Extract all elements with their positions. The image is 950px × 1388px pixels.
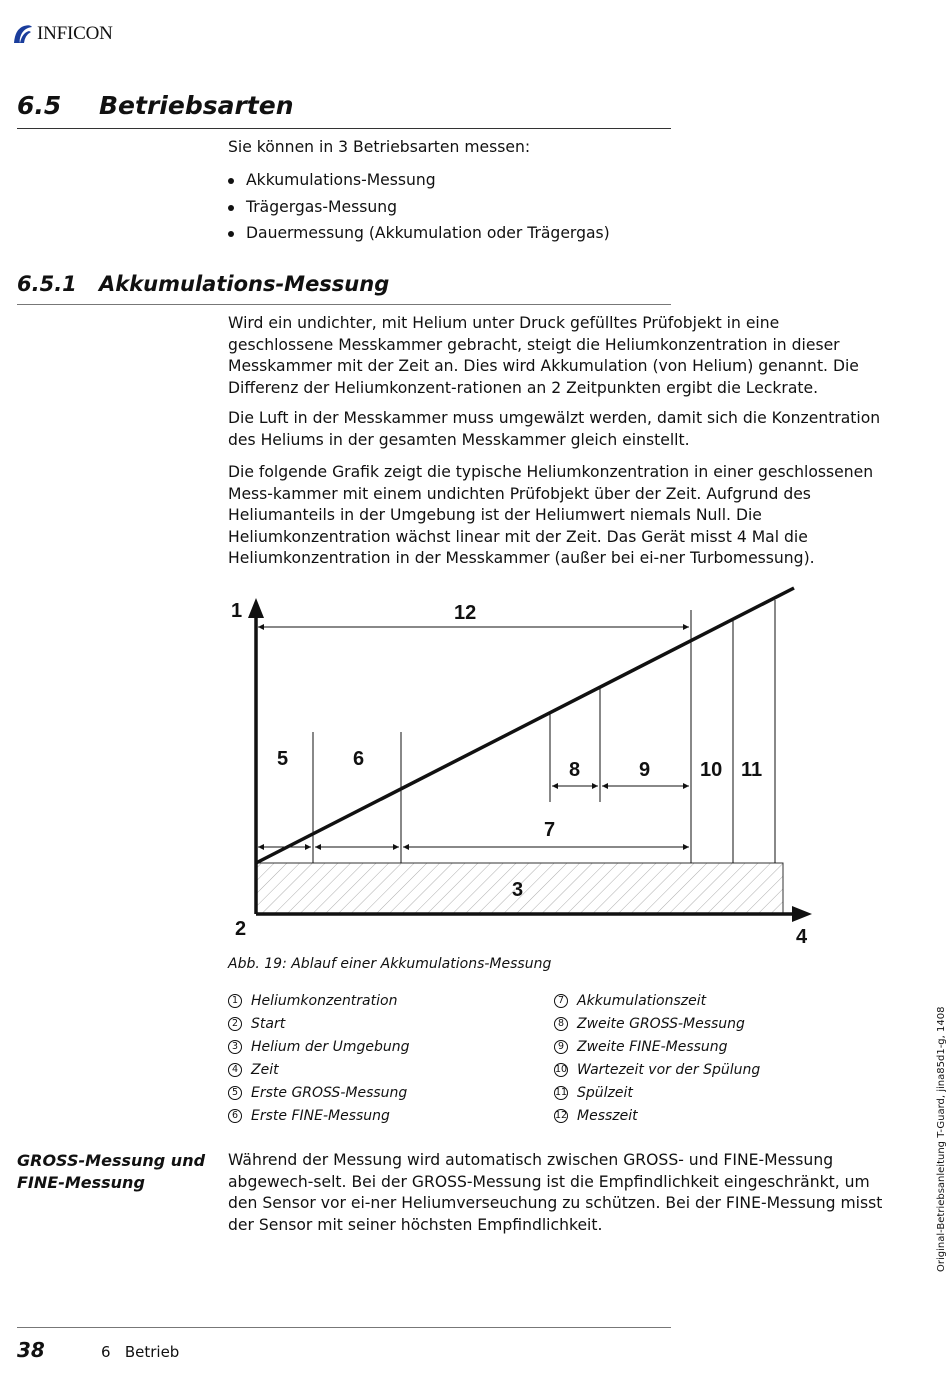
legend-item: 2 Start (228, 1012, 410, 1035)
page-number: 38 (17, 1338, 45, 1362)
label-10: 10 (700, 759, 723, 781)
side-heading: GROSS-Messung und FINE-Messung (17, 1151, 206, 1192)
label-2: 2 (235, 918, 247, 940)
subsection-title: Akkumulations-Messung (99, 272, 390, 296)
label-8: 8 (569, 759, 581, 781)
bullet-icon (228, 231, 234, 237)
label-7: 7 (544, 819, 556, 841)
legend-item: 5 Erste GROSS-Messung (228, 1081, 410, 1104)
x-axis-arrow-icon (792, 906, 812, 922)
mode-list (228, 169, 610, 249)
logo-text: INFICON (37, 23, 113, 44)
subsection-number: 6.5.1 (17, 272, 77, 296)
legend-number: 1 (228, 994, 242, 1008)
legend-item: 7 Akkumulationszeit (554, 989, 760, 1012)
legend-number: 7 (554, 994, 568, 1008)
legend-item: 4 Zeit (228, 1058, 410, 1081)
legend-number: 8 (554, 1017, 568, 1031)
label-11: 11 (741, 759, 763, 781)
section-title: Betriebsarten (99, 91, 294, 120)
label-3: 3 (512, 879, 524, 901)
document-reference: Original-Betriebsanleitung T-Guard, jina85d1-g, 1408 (936, 1006, 947, 1272)
label-9: 9 (639, 759, 651, 781)
legend-number: 9 (554, 1040, 568, 1054)
label-4: 4 (796, 926, 808, 948)
list-item: Dauermessung (Akkumulation oder Trägergas) (228, 222, 610, 249)
legend-item: 12 Messzeit (554, 1107, 638, 1124)
legend-item: 1 Heliumkonzentration (228, 989, 410, 1012)
bullet-icon (228, 205, 234, 211)
legend-number: 5 (228, 1086, 242, 1100)
legend-item: 3 Helium der Umgebung (228, 1035, 410, 1058)
y-axis-arrow-icon (248, 598, 264, 618)
legend-item: 10 Wartezeit vor der Spülung (554, 1061, 761, 1078)
label-5: 5 (277, 748, 289, 770)
legend-number: 2 (228, 1017, 242, 1031)
legend-number: 6 (228, 1109, 242, 1123)
legend-number: 3 (228, 1040, 242, 1054)
legend-number: 11 (554, 1087, 568, 1098)
paragraph: Die folgende Grafik zeigt die typische Heliumkonzentration in einer geschlossenen Mess-kammer mit einem undichten Prüfobjekt über der Zeit. Aufgrund des Heliumanteils in der Umgebung ist der Heliumwert niemals Null. Die Heliumkonzentration wächst linear mit der Zeit. Das Gerät misst 4 Mal die Heliumkonzentration in der Messkammer (außer bei ei-ner Turbomessung). (228, 463, 874, 567)
figure-caption: Abb. 19: Ablauf einer Akkumulations-Messung (228, 956, 552, 972)
inficon-logo-icon (12, 23, 34, 45)
intro-text: Sie können in 3 Betriebsarten messen: (228, 138, 531, 156)
label-12: 12 (454, 602, 477, 624)
label-1: 1 (231, 600, 243, 622)
list-item: Trägergas-Messung (228, 196, 610, 223)
legend-item: 9 Zweite FINE-Messung (554, 1035, 760, 1058)
helium-concentration-line (256, 588, 794, 863)
legend-item: 6 Erste FINE-Messung (228, 1104, 410, 1127)
legend-number: 4 (228, 1063, 242, 1077)
legend-number: 10 (554, 1064, 568, 1075)
chapter-label: 6 Betrieb (101, 1343, 180, 1361)
section-number: 6.5 (17, 91, 62, 120)
legend-left (228, 989, 410, 1127)
paragraph: Die Luft in der Messkammer muss umgewälzt werden, damit sich die Konzentration des Heliums in der gesamten Messkammer gleich einstellt. (228, 409, 881, 449)
accumulation-diagram (222, 584, 822, 954)
subsection-heading (17, 271, 671, 305)
legend-right (554, 989, 760, 1127)
paragraph: Wird ein undichter, mit Helium unter Druck gefülltes Prüfobjekt in eine geschlossene Messkammer gebracht, steigt die Heliumkonzentration in dieser Messkammer mit der Zeit an. Dies wird Akkumulation (von Helium) genannt. Die Differenz der Heliumkonzent-rationen an 2 Zeitpunkten ergibt die Leckrate. (228, 314, 859, 397)
paragraph: Während der Messung wird automatisch zwischen GROSS- und FINE-Messung abgewech-selt. Bei der GROSS-Messung ist die Empfindlichkeit eingeschränkt, um den Sensor vor ei-ner Heliumverseuchung zu schützen. Bei der FINE-Messung misst der Sensor mit seiner höchsten Empfindlichkeit. (228, 1151, 883, 1234)
legend-number: 12 (554, 1110, 568, 1121)
inficon-logo (12, 22, 113, 46)
list-item: Akkumulations-Messung (228, 169, 610, 196)
label-6: 6 (353, 748, 365, 770)
legend-item: 11 Spülzeit (554, 1084, 633, 1101)
footer-divider (17, 1327, 671, 1328)
legend-item: 8 Zweite GROSS-Messung (554, 1012, 760, 1035)
bullet-icon (228, 178, 234, 184)
section-heading (17, 88, 671, 129)
